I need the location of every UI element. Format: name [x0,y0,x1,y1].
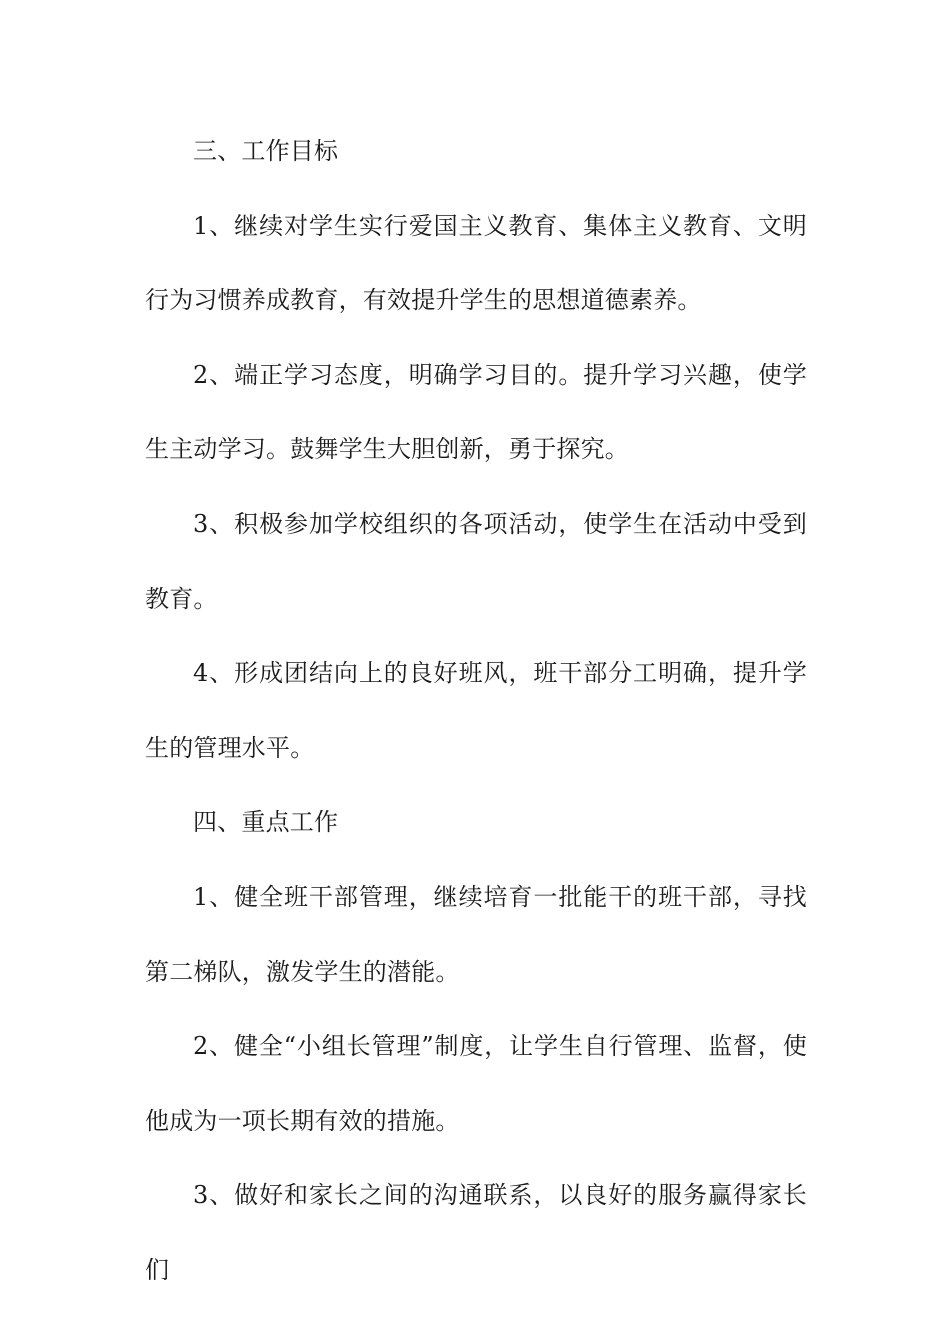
document-body [145,114,807,1308]
key-work-item-1: 1、健全班干部管理，继续培育一批能干的班干部，寻找第二梯队，激发学生的潜能。 [145,882,807,986]
goal-item-3: 3、积极参加学校组织的各项活动，使学生在活动中受到教育。 [145,509,807,613]
key-work-item-2: 2、健全“小组长管理”制度，让学生自行管理、监督，使他成为一项长期有效的措施。 [145,1032,807,1135]
goal-item-1: 1、继续对学生实行爱国主义教育、集体主义教育、文明行为习惯养成教育，有效提升学生的思想道德素养。 [145,211,807,315]
section-heading-goals: 三、工作目标 [193,137,339,165]
goal-item-2: 2、端正学习态度，明确学习目的。提升学习兴趣，使学生主动学习。鼓舞学生大胆创新，勇于探究。 [145,360,807,464]
goal-item-4: 4、形成团结向上的良好班风，班干部分工明确，提升学生的管理水平。 [145,659,807,762]
key-work-item-3: 3、做好和家长之间的沟通联系，以良好的服务赢得家长们 [145,1181,807,1284]
section-heading-key-work: 四、重点工作 [193,808,339,837]
